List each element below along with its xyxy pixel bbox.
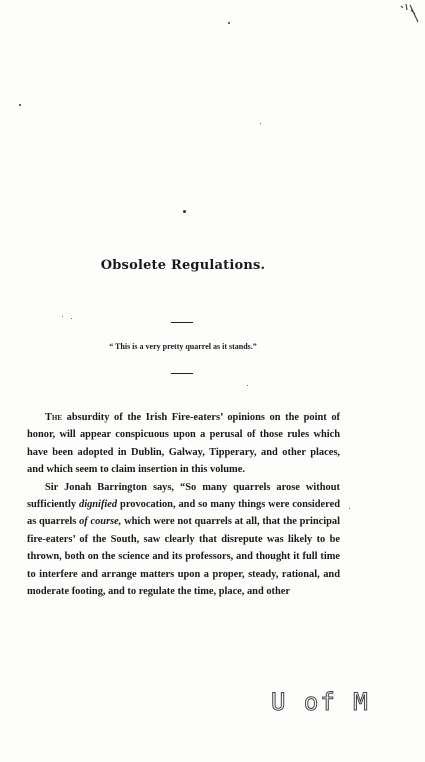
speck: [260, 123, 261, 124]
paragraph-1: [27, 409, 340, 479]
rule-bottom: [171, 373, 193, 374]
body-text: [27, 409, 340, 600]
speck: [71, 318, 72, 319]
speck: [19, 104, 21, 106]
emphasis-dignified: dignified: [79, 499, 118, 511]
speck: [247, 385, 248, 386]
library-perforation-stamp: U of M: [271, 688, 370, 716]
paragraph-2-part1: Sir Jonah Barrington says, “So many quarrels arose without sufficiently: [27, 481, 340, 511]
speck: [62, 316, 63, 317]
speck: [183, 210, 186, 213]
paragraph-2-part2: provocation, and so many things were considered as quarrels: [27, 499, 340, 528]
paragraph-lead: The: [45, 412, 63, 423]
epigraph: “ This is a very pretty quarrel as it stands.”: [109, 342, 257, 351]
speck: [349, 508, 350, 509]
rule-top: [171, 322, 193, 323]
section-title: Obsolete Regulations.: [100, 258, 266, 273]
emphasis-of-course: of course,: [79, 516, 122, 528]
paragraph-2: [27, 479, 340, 601]
paragraph-1-text: absurdity of the Irish Fire-eaters’ opinions on the point of honor, will appear conspicuous upon a perusal of those rules which have been adopted in Dublin, Galway, Tipperary, and other places, and which seem to claim insertion in this volume.: [27, 412, 340, 476]
paragraph-2-part3: which were not quarrels at all, that the principal fire-eaters’ of the South, saw clearly that disrepute was likely to be thrown, both on the science and its professors, and thought it full time to interfere and arrange matters upon a proper, steady, rational, and moderate footing, and to regulate the time, place, and other: [27, 516, 340, 598]
corner-scan-mark: [399, 2, 419, 24]
speck: [228, 22, 230, 24]
